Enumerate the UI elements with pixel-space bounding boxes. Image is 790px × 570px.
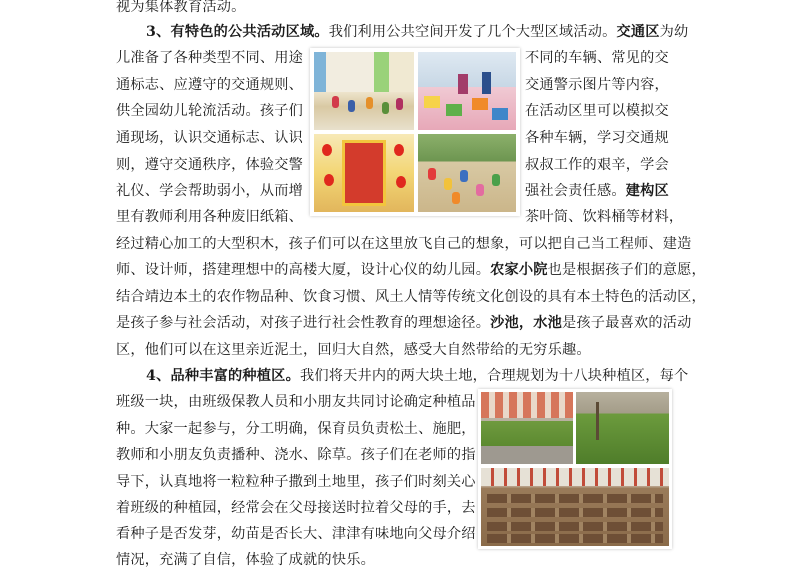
text-line: 经过精心加工的大型积木，孩子们可以在这里放飞自己的想象，可以把自己当工程师、建造	[116, 236, 692, 252]
text-line: 叔叔工作的艰辛，学会	[525, 157, 669, 173]
construction-area-photo	[418, 52, 516, 130]
section-4-heading-line: 4、品种丰富的种植区。我们将天井内的两大块土地，合理规划为十八块种植区，每个	[146, 368, 689, 384]
text-line: 师、设计师，搭建理想中的高楼大厦，设计心仪的幼儿园。农家小院也是根据孩子们的意愿，	[116, 262, 706, 278]
text-line: 茶叶筒、饮料桶等材料，	[525, 209, 684, 225]
text-line: 结合靖边本土的农作物品种、饮食习惯、风土人情等传统文化创设的具有本土特色的活动区，	[116, 289, 706, 305]
text-line: 视为集体教育活动。	[116, 0, 246, 15]
text-line: 通标志、应遵守的交通规则、	[116, 77, 304, 93]
text-line: 导下，认真地将一粒粒种子撒到土地里，孩子们时刻关心	[116, 474, 476, 490]
farm-courtyard-photo	[314, 134, 414, 212]
planting-plots-photo	[481, 468, 669, 546]
text-line: 在活动区里可以模拟交	[525, 103, 669, 119]
text-line: 班级一块，由班级保教人员和小朋友共同讨论确定种植品	[116, 394, 476, 410]
text-line: 不同的车辆、常见的交	[525, 50, 669, 66]
planting-garden-photo	[576, 392, 669, 464]
text-line: 教师和小朋友负责播种、浇水、除草。孩子们在老师的指	[116, 447, 476, 463]
text-line: 礼仪、学会帮助弱小，从而增	[116, 183, 304, 199]
sand-pool-photo	[418, 134, 516, 212]
text-line: 各种车辆，学习交通规	[525, 130, 669, 146]
planting-area-photo-collage	[478, 389, 672, 549]
text-line: 情况，充满了自信，体验了成就的快乐。	[116, 552, 375, 568]
text-line: 着班级的种植园，经常会在父母接送时拉着父母的手，去	[116, 500, 476, 516]
text-line: 儿准备了各种类型不同、用途	[116, 50, 304, 66]
text-line: 看种子是否发芽，幼苗是否长大、津津有味地向父母介绍	[116, 526, 476, 542]
text-line: 则，遵守交通秩序，体验交警	[116, 157, 304, 173]
text-line: 强社会责任感。建构区	[525, 183, 669, 199]
text-line: 里有教师利用各种废旧纸箱、	[116, 209, 304, 225]
activity-area-photo-collage	[310, 48, 520, 216]
section-3-heading-line: 3、有特色的公共活动区域。我们利用公共空间开发了几个大型区域活动。交通区为幼	[146, 24, 689, 40]
text-line: 交通警示图片等内容，	[525, 77, 669, 93]
text-line: 通现场，认识交通标志、认识	[116, 130, 304, 146]
text-line: 区，他们可以在这里亲近泥土，回归大自然，感受大自然带给的无穷乐趣。	[116, 342, 591, 358]
planting-courtyard-photo	[481, 392, 573, 464]
text-line: 种。大家一起参与，分工明确，保育员负责松土、施肥，	[116, 421, 476, 437]
traffic-area-photo	[314, 52, 414, 130]
text-line: 是孩子参与社会活动，对孩子进行社会性教育的理想途径。沙池，水池是孩子最喜欢的活动	[116, 315, 692, 331]
text-line: 供全园幼儿轮流活动。孩子们	[116, 103, 304, 119]
